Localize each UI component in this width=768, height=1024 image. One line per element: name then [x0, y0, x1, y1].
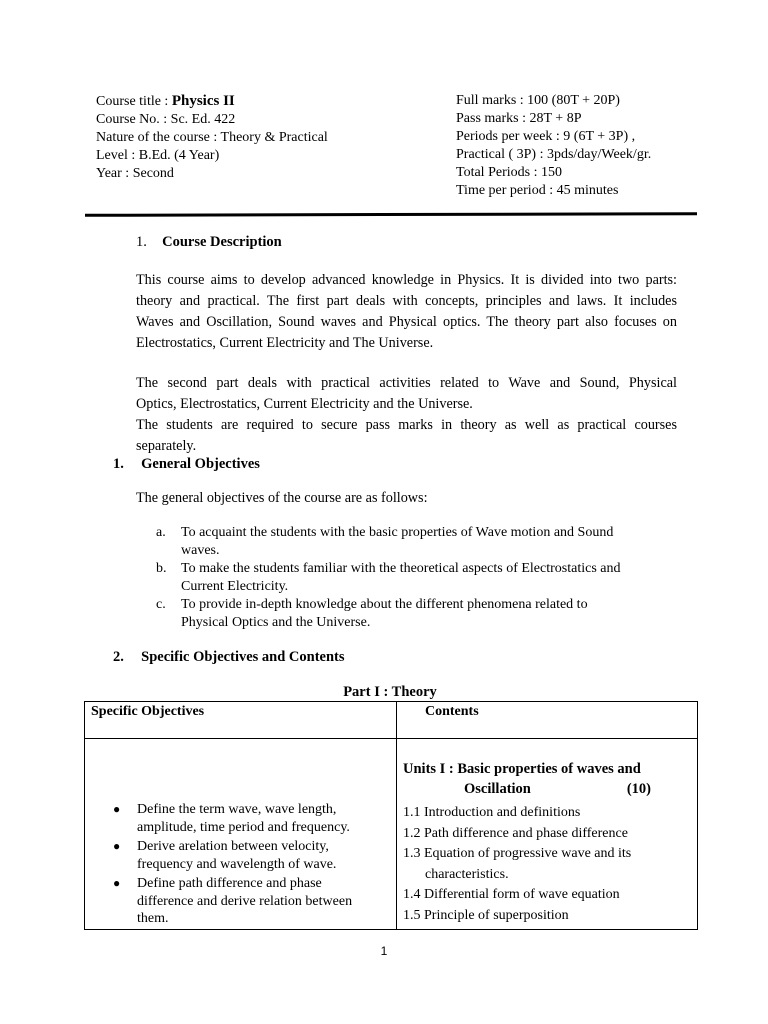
course-title-line [96, 92, 436, 111]
periods-per-week: Periods per week : 9 (6T + 3P) , [456, 129, 636, 144]
list-item-text: amplitude, time period and frequency. [137, 819, 350, 835]
unit-heading [403, 759, 651, 799]
bullet-icon: ● [113, 802, 121, 816]
list-item-text: them. [137, 911, 169, 926]
list-item [156, 524, 666, 560]
paragraph-line: The second part deals with practical activities related to Wave and Sound, Physical [136, 375, 677, 391]
section-number: 2. [113, 649, 124, 665]
objectives-list [156, 524, 666, 632]
practical-periods: Practical ( 3P) : 3pds/day/Week/gr. [456, 147, 652, 162]
list-item [156, 560, 666, 596]
unit-contents-list [403, 803, 693, 926]
bullet-icon: ● [113, 876, 121, 890]
paragraph-line: theory and practical. The first part deals with concepts, principles and laws. It includes [136, 293, 677, 309]
course-level: Level : B.Ed. (4 Year) [96, 148, 220, 163]
list-item: characteristics. [425, 866, 509, 882]
total-periods: Total Periods : 150 [456, 165, 562, 180]
list-item: 1.1 Introduction and definitions [403, 805, 581, 820]
paragraph-line: The students are required to secure pass marks in theory as well as practical courses [136, 417, 677, 433]
objectives-bullets [113, 801, 383, 930]
objectives-cell [85, 739, 397, 930]
list-item [113, 838, 383, 873]
paragraph-line: Electrostatics, Current Electricity and The Universe. [136, 335, 434, 351]
column-header-specific-objectives: Specific Objectives [85, 702, 397, 739]
list-item-text: To provide in-depth knowledge about the different phenomena related to [181, 597, 588, 612]
list-marker: b. [156, 561, 167, 576]
list-item [156, 596, 666, 632]
list-item-text: Current Electricity. [181, 579, 289, 594]
table-header-row [85, 702, 698, 739]
course-description-paragraph-1 [136, 270, 677, 354]
list-item [113, 801, 383, 836]
contents-cell [397, 739, 698, 930]
full-marks: Full marks : 100 (80T + 20P) [456, 93, 620, 108]
list-item-text: To make the students familiar with the theoretical aspects of Electrostatics and [181, 561, 621, 576]
header-divider [85, 212, 697, 217]
list-item: 1.5 Principle of superposition [403, 907, 569, 923]
table-row [85, 739, 698, 930]
list-item: 1.3 Equation of progressive wave and its [403, 846, 632, 861]
paragraph-line: Waves and Oscillation, Sound waves and Physical optics. The theory part also focuses on [136, 314, 677, 330]
list-item-text: To acquaint the students with the basic properties of Wave motion and Sound [181, 525, 614, 540]
course-number: Course No. : Sc. Ed. 422 [96, 112, 236, 127]
unit-heading-line: Units I : Basic properties of waves and [403, 761, 641, 777]
list-marker: c. [156, 597, 166, 612]
bullet-icon: ● [113, 839, 121, 853]
column-header-contents: Contents [397, 702, 698, 739]
paragraph-line: This course aims to develop advanced knowledge in Physics. It is divided into two parts: [136, 272, 677, 288]
part-title: Part I : Theory [343, 684, 437, 700]
section-number: 1. [136, 234, 147, 250]
paragraph-line: Optics, Electrostatics, Current Electricity and the Universe. [136, 396, 473, 412]
section-title: Specific Objectives and Contents [141, 649, 345, 665]
course-info-left [96, 92, 436, 183]
course-nature: Nature of the course : Theory & Practical [96, 130, 328, 145]
course-title-value: Physics II [171, 93, 235, 109]
list-item: 1.4 Differential form of wave equation [403, 887, 620, 902]
section-title: General Objectives [141, 456, 260, 472]
list-item-text: Define path difference and phase [137, 876, 322, 891]
page-number: 1 [380, 944, 388, 958]
general-objectives-heading [113, 456, 260, 473]
section-number: 1. [113, 456, 124, 472]
list-item: 1.2 Path difference and phase difference [403, 825, 628, 841]
time-per-period: Time per period : 45 minutes [456, 183, 619, 198]
list-item [113, 875, 383, 928]
list-item-text: frequency and wavelength of wave. [137, 856, 337, 872]
section-title: Course Description [162, 234, 282, 250]
list-item-text: difference and derive relation between [137, 893, 353, 909]
course-year: Year : Second [96, 166, 174, 181]
course-description-paragraph-2 [136, 373, 677, 457]
specific-objectives-heading [113, 649, 345, 666]
list-item-text: waves. [181, 543, 220, 558]
course-info-right [456, 92, 756, 200]
general-objectives-intro: The general objectives of the course are as follows: [136, 490, 428, 506]
objectives-contents-table [84, 701, 698, 930]
list-item-text: Derive arelation between velocity, [137, 839, 329, 854]
course-title-label: Course title : [96, 94, 172, 109]
list-marker: a. [156, 525, 166, 540]
pass-marks: Pass marks : 28T + 8P [456, 111, 582, 126]
unit-heading-line: Oscillation [464, 781, 531, 797]
list-item-text: Define the term wave, wave length, [137, 802, 337, 817]
course-description-heading [136, 234, 282, 251]
list-item-text: Physical Optics and the Universe. [181, 615, 371, 630]
unit-periods: (10) [626, 781, 651, 797]
paragraph-line: separately. [136, 438, 197, 454]
